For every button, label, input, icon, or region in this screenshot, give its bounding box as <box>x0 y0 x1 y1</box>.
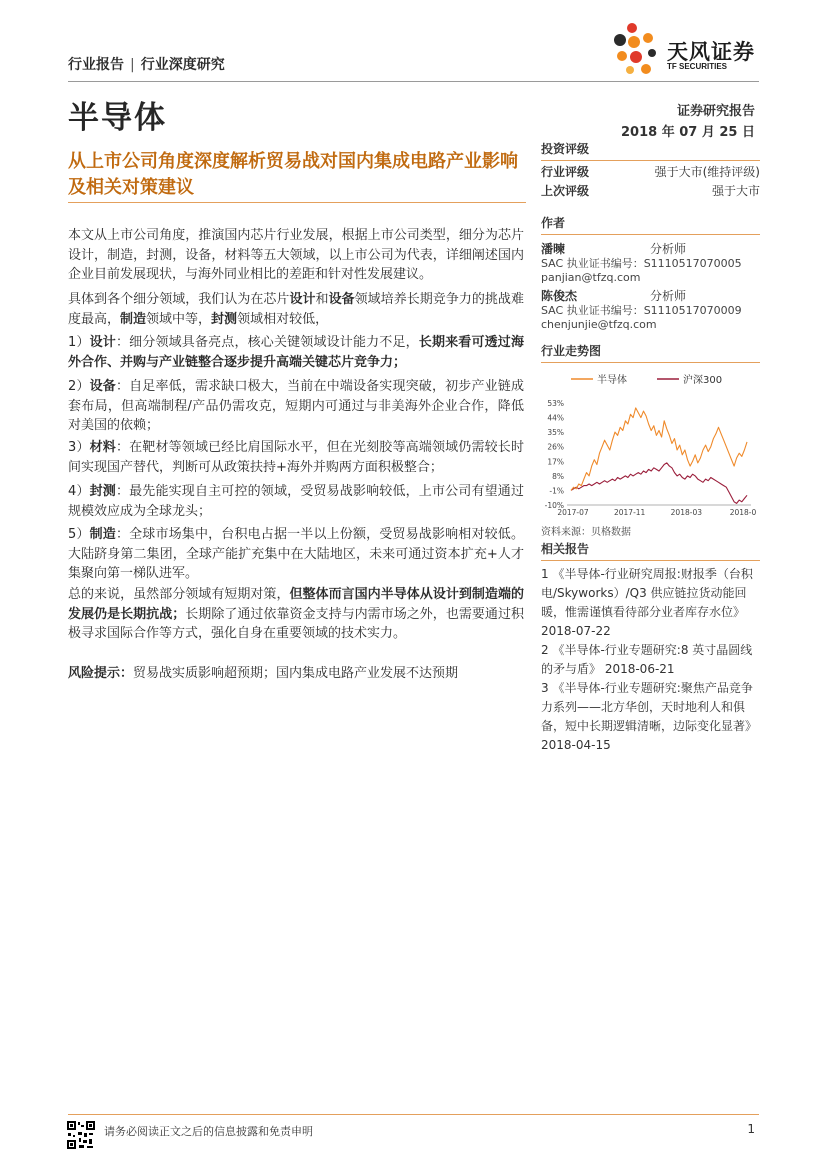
text-span: 领域培养长期竞争力的挑战难度最高， <box>68 292 524 327</box>
text-span: 和 <box>315 292 329 307</box>
text-span: ：在靶材等领域已经比肩国际水平，但在光刻胶等高端领域仍需较长时间实现国产替代，判断可从政策扶持+海外并购两方面积极整合； <box>68 440 524 475</box>
rating-label: 上次评级 <box>541 184 590 198</box>
analyst-sac: SAC 执业证书编号：S1110517070005 <box>541 257 742 270</box>
sector-title: 半导体 <box>68 100 167 136</box>
header-category: 行业报告 <box>68 57 124 73</box>
risk-label: 风险提示： <box>68 666 134 681</box>
paragraph-packaging <box>68 482 524 521</box>
report-title: 从上市公司角度深度解析贸易战对国内集成电路产业影响及相关对策建议 <box>68 151 518 198</box>
header-subcategory: 行业深度研究 <box>140 57 225 73</box>
header-divider <box>68 81 759 82</box>
rating-heading: 投资评级 <box>541 140 760 161</box>
related-report-item[interactable]: 1 《半导体-行业研究周报:财报季（台积电/Skyworks）/Q3 供应链拉货动能回暖，惟需谨慎看待部分业者库存水位》 2018-07-22 <box>541 567 753 638</box>
related-section <box>541 540 760 755</box>
header-breadcrumb <box>68 54 225 74</box>
bold-span: 设计 <box>289 292 316 307</box>
page-number: 1 <box>747 1122 755 1136</box>
x-tick-label: 2018-03 <box>670 508 703 517</box>
y-tick-label: 53% <box>547 399 564 408</box>
legend-label: 半导体 <box>597 375 627 386</box>
analyst-email[interactable]: panjian@tfzq.com <box>541 271 641 284</box>
analyst-row <box>541 241 760 257</box>
footer-disclaimer[interactable]: 请务必阅读正文之后的信息披露和免责申明 <box>104 1125 313 1138</box>
x-tick-label: 2017-11 <box>613 508 646 517</box>
analyst-email[interactable]: chenjunjie@tfzq.com <box>541 318 657 331</box>
y-tick-label: -10% <box>544 501 564 510</box>
trend-chart <box>541 369 760 519</box>
y-tick-label: 26% <box>547 442 564 452</box>
trend-heading: 行业走势图 <box>541 342 760 363</box>
bold-span: 但整体而言国内半导体从设计到制造端的发展仍是长期抗战； <box>68 587 524 622</box>
rating-row <box>541 163 760 182</box>
text-span: 3） <box>68 440 90 455</box>
related-report-item[interactable]: 3 《半导体-行业专题研究:聚焦产品竞争力系列——北方华创，天时地利人和俱备，短中长期逻辑清晰，边际变化显著》 2018-04-15 <box>541 681 758 752</box>
text-span: 4） <box>68 484 90 499</box>
bold-span: 制造 <box>89 527 116 542</box>
analyst-name: 陈俊杰 <box>541 289 578 303</box>
rating-value: 强于大市 <box>711 184 760 198</box>
text-span: 5） <box>68 527 90 542</box>
y-tick-label: -1% <box>549 486 564 496</box>
paragraph-conclusion <box>68 585 524 644</box>
paragraph-overview <box>68 290 524 329</box>
risk-text: 贸易战实质影响超预期；国内集成电路产业发展不达预期 <box>133 666 459 681</box>
text-span: 具体到各个细分领域，我们认为在芯片 <box>68 292 290 307</box>
chart-source: 资料来源：贝格数据 <box>541 527 631 538</box>
series-line-semiconductor <box>571 408 747 491</box>
x-tick-label: 2018-0 <box>729 508 757 517</box>
paragraph-design <box>68 333 524 372</box>
text-span: 1） <box>68 335 90 350</box>
logo-cn-text: 天风证券 <box>667 40 755 64</box>
bold-span: 制造 <box>120 311 147 327</box>
bold-span: 设备 <box>89 379 116 394</box>
rating-label: 行业评级 <box>541 165 590 179</box>
footer-divider <box>68 1114 759 1115</box>
paragraph-risk <box>68 664 524 684</box>
analyst-name: 潘暕 <box>541 242 566 256</box>
report-date: 2018 年 07 月 25 日 <box>621 125 755 140</box>
bold-span: 长期来看可透过海外合作、并购与产业链整合逐步提升高端关键芯片竞争力； <box>68 335 524 370</box>
analyst-sac: SAC 执业证书编号：S1110517070009 <box>541 304 742 317</box>
related-heading: 相关报告 <box>541 540 760 561</box>
paragraph-materials <box>68 438 524 477</box>
analyst-role: 分析师 <box>649 289 686 303</box>
text-span: 领域相对较低， <box>237 311 329 327</box>
logo-en-text: TF SECURITIES <box>667 62 728 71</box>
report-type: 证券研究报告 <box>676 104 755 119</box>
bold-span: 封测 <box>89 484 116 499</box>
y-tick-label: 8% <box>552 471 564 481</box>
paragraph-equipment <box>68 377 524 436</box>
text-span: ：最先能实现自主可控的领域，受贸易战影响较低，上市公司有望通过规模效应成为全球龙头； <box>68 484 524 519</box>
qr-code-icon <box>66 1120 96 1150</box>
y-tick-label: 35% <box>547 428 564 438</box>
y-tick-label: 17% <box>547 457 564 467</box>
authors-section <box>541 214 760 332</box>
logo-dots-icon <box>612 20 664 78</box>
bold-span: 封测 <box>211 311 238 327</box>
bold-span: 设计 <box>89 335 116 350</box>
text-span: ：细分领域具备亮点，核心关键领域设计能力不足， <box>115 335 419 350</box>
text-span: 长期除了通过依靠资金支持与内需市场之外，也需要通过积极寻求国际合作等方式，强化自身在重要领域的技术实力。 <box>68 606 524 641</box>
paragraph-intro: 本文从上市公司角度，推演国内芯片行业发展，根据上市公司类型，细分为芯片设计，制造，封测，设备，材料等五大领域，以上市公司为代表，详细阐述国内企业目前发展现状，与海外同业相比的差距和针对性发展建议。 <box>68 228 524 282</box>
paragraph-manufacturing <box>68 525 524 584</box>
text-span: ：全球市场集中，台积电占据一半以上份额，受贸易战影响相对较低。大陆跻身第二集团，全球产能扩充集中在大陆地区，未来可通过资本扩充+人才集聚向第一梯队进军。 <box>68 527 524 581</box>
bold-span: 材料 <box>89 440 116 455</box>
company-logo <box>612 20 762 78</box>
series-line-hs300 <box>571 463 747 504</box>
analyst-role: 分析师 <box>649 242 686 256</box>
x-tick-label: 2017-07 <box>557 508 589 517</box>
bold-span: 设备 <box>328 292 355 307</box>
rating-row <box>541 182 760 201</box>
text-span: ：自足率低，需求缺口极大，当前在中端设备实现突破，初步产业链成套布局，但高端制程/产品仍需攻克，短期内可通过与非美海外企业合作，降低对美国的依赖； <box>68 379 524 433</box>
header-separator: | <box>130 57 135 73</box>
text-span: 领域中等， <box>146 311 212 327</box>
text-span: 2） <box>68 379 90 394</box>
legend-label: 沪深300 <box>683 375 723 386</box>
related-report-item[interactable]: 2 《半导体-行业专题研究:8 英寸晶圆线的矛与盾》 2018-06-21 <box>541 643 753 676</box>
rating-value: 强于大市(维持评级) <box>654 165 760 179</box>
title-divider <box>68 202 526 203</box>
authors-heading: 作者 <box>541 214 760 235</box>
trend-section <box>541 342 760 538</box>
rating-section <box>541 140 760 201</box>
y-tick-label: 44% <box>547 413 564 423</box>
text-span: 总的来说，虽然部分领域有短期对策， <box>68 587 290 602</box>
analyst-row <box>541 288 760 304</box>
